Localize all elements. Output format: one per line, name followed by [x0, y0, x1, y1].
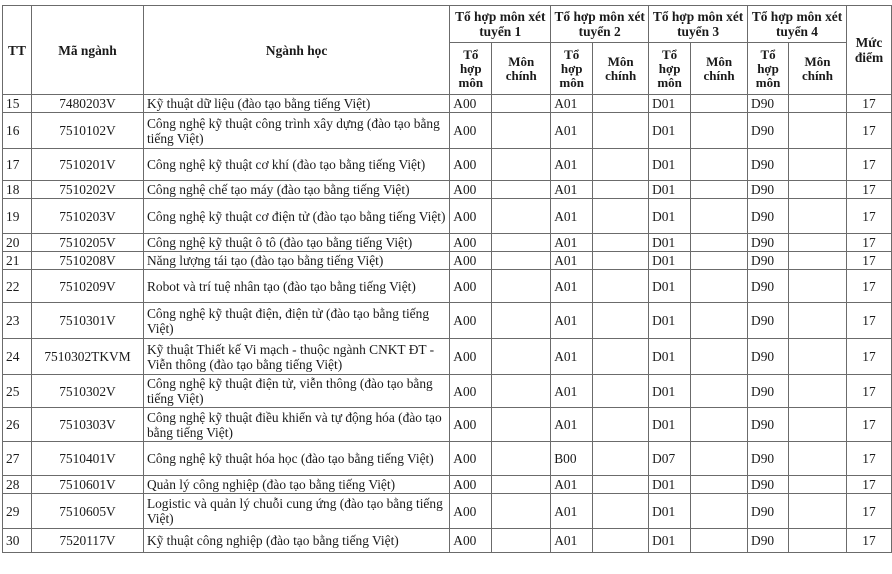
main-subject-3 — [691, 442, 748, 476]
major-code: 7510208V — [31, 252, 143, 270]
score: 17 — [846, 494, 891, 529]
subheader-combo-3: Tổ hợp môn — [649, 43, 691, 95]
major-code: 7510303V — [31, 408, 143, 442]
main-subject-4 — [789, 252, 847, 270]
combo-4: D90 — [748, 339, 789, 375]
main-subject-2 — [593, 270, 649, 303]
major-name: Công nghệ kỹ thuật cơ khí (đào tạo bằng tiếng Việt) — [143, 149, 449, 181]
row-number: 26 — [3, 408, 32, 442]
combo-3: D07 — [649, 442, 691, 476]
admission-table — [2, 5, 892, 553]
table-row — [3, 234, 892, 252]
main-subject-2 — [593, 252, 649, 270]
row-number: 28 — [3, 476, 32, 494]
combo-2: A01 — [551, 476, 593, 494]
combo-3: D01 — [649, 375, 691, 408]
major-name: Công nghệ kỹ thuật điều khiển và tự động hóa (đào tạo bằng tiếng Việt) — [143, 408, 449, 442]
combo-1: A00 — [450, 95, 492, 113]
combo-2: A01 — [551, 234, 593, 252]
combo-4: D90 — [748, 303, 789, 339]
major-code: 7510202V — [31, 181, 143, 199]
combo-2: A01 — [551, 181, 593, 199]
table-row — [3, 494, 892, 529]
main-subject-4 — [789, 270, 847, 303]
major-code: 7510302V — [31, 375, 143, 408]
main-subject-3 — [691, 252, 748, 270]
major-code: 7510605V — [31, 494, 143, 529]
table-row — [3, 199, 892, 234]
major-code: 7510205V — [31, 234, 143, 252]
main-subject-4 — [789, 149, 847, 181]
main-subject-4 — [789, 476, 847, 494]
subheader-combo-4: Tổ hợp môn — [748, 43, 789, 95]
major-code: 7510302TKVM — [31, 339, 143, 375]
major-name: Logistic và quản lý chuỗi cung ứng (đào tạo bằng tiếng Việt) — [143, 494, 449, 529]
main-subject-3 — [691, 529, 748, 553]
score: 17 — [846, 113, 891, 149]
row-number: 19 — [3, 199, 32, 234]
score: 17 — [846, 476, 891, 494]
main-subject-1 — [492, 199, 551, 234]
header-group-3: Tổ hợp môn xét tuyển 3 — [649, 6, 748, 43]
score: 17 — [846, 149, 891, 181]
row-number: 20 — [3, 234, 32, 252]
table-row — [3, 113, 892, 149]
table-row — [3, 476, 892, 494]
major-code: 7480203V — [31, 95, 143, 113]
main-subject-2 — [593, 303, 649, 339]
main-subject-2 — [593, 95, 649, 113]
header-major: Ngành học — [143, 6, 449, 95]
main-subject-1 — [492, 303, 551, 339]
major-name: Công nghệ kỹ thuật công trình xây dựng (đào tạo bằng tiếng Việt) — [143, 113, 449, 149]
main-subject-2 — [593, 494, 649, 529]
table-row — [3, 149, 892, 181]
header-score: Mức điểm — [846, 6, 891, 95]
combo-2: A01 — [551, 529, 593, 553]
subheader-combo-2: Tổ hợp môn — [551, 43, 593, 95]
main-subject-2 — [593, 113, 649, 149]
combo-2: A01 — [551, 95, 593, 113]
score: 17 — [846, 339, 891, 375]
combo-1: A00 — [450, 303, 492, 339]
combo-1: A00 — [450, 149, 492, 181]
table-row — [3, 339, 892, 375]
table-row — [3, 375, 892, 408]
main-subject-4 — [789, 303, 847, 339]
combo-3: D01 — [649, 149, 691, 181]
main-subject-2 — [593, 375, 649, 408]
major-name: Robot và trí tuệ nhân tạo (đào tạo bằng tiếng Việt) — [143, 270, 449, 303]
main-subject-2 — [593, 529, 649, 553]
main-subject-4 — [789, 442, 847, 476]
major-code: 7510601V — [31, 476, 143, 494]
major-name: Công nghệ kỹ thuật điện, điện tử (đào tạo bằng tiếng Việt) — [143, 303, 449, 339]
combo-1: A00 — [450, 270, 492, 303]
combo-1: A00 — [450, 113, 492, 149]
main-subject-4 — [789, 113, 847, 149]
main-subject-1 — [492, 95, 551, 113]
main-subject-2 — [593, 339, 649, 375]
main-subject-2 — [593, 442, 649, 476]
major-code: 7510102V — [31, 113, 143, 149]
main-subject-3 — [691, 476, 748, 494]
combo-2: A01 — [551, 375, 593, 408]
major-name: Quản lý công nghiệp (đào tạo bằng tiếng Việt) — [143, 476, 449, 494]
combo-2: A01 — [551, 113, 593, 149]
subheader-combo-1: Tổ hợp môn — [450, 43, 492, 95]
combo-3: D01 — [649, 529, 691, 553]
score: 17 — [846, 181, 891, 199]
combo-2: A01 — [551, 303, 593, 339]
main-subject-3 — [691, 270, 748, 303]
main-subject-4 — [789, 529, 847, 553]
score: 17 — [846, 529, 891, 553]
main-subject-2 — [593, 181, 649, 199]
main-subject-3 — [691, 303, 748, 339]
row-number: 16 — [3, 113, 32, 149]
main-subject-1 — [492, 234, 551, 252]
combo-2: A01 — [551, 199, 593, 234]
combo-4: D90 — [748, 476, 789, 494]
subheader-main-2: Môn chính — [593, 43, 649, 95]
main-subject-4 — [789, 339, 847, 375]
combo-1: A00 — [450, 234, 492, 252]
major-code: 7520117V — [31, 529, 143, 553]
score: 17 — [846, 199, 891, 234]
main-subject-1 — [492, 181, 551, 199]
combo-4: D90 — [748, 234, 789, 252]
combo-1: A00 — [450, 442, 492, 476]
combo-3: D01 — [649, 408, 691, 442]
combo-4: D90 — [748, 149, 789, 181]
combo-2: A01 — [551, 408, 593, 442]
table-row — [3, 181, 892, 199]
main-subject-1 — [492, 113, 551, 149]
main-subject-3 — [691, 494, 748, 529]
combo-3: D01 — [649, 270, 691, 303]
main-subject-4 — [789, 199, 847, 234]
combo-4: D90 — [748, 494, 789, 529]
combo-4: D90 — [748, 199, 789, 234]
combo-2: A01 — [551, 270, 593, 303]
major-name: Kỹ thuật dữ liệu (đào tạo bằng tiếng Việt) — [143, 95, 449, 113]
combo-1: A00 — [450, 494, 492, 529]
main-subject-3 — [691, 234, 748, 252]
subheader-main-3: Môn chính — [691, 43, 748, 95]
major-name: Công nghệ kỹ thuật cơ điện tử (đào tạo bằng tiếng Việt) — [143, 199, 449, 234]
header-tt: TT — [3, 6, 32, 95]
main-subject-2 — [593, 149, 649, 181]
major-name: Công nghệ chế tạo máy (đào tạo bằng tiếng Việt) — [143, 181, 449, 199]
main-subject-3 — [691, 375, 748, 408]
combo-4: D90 — [748, 95, 789, 113]
major-name: Công nghệ kỹ thuật ô tô (đào tạo bằng tiếng Việt) — [143, 234, 449, 252]
combo-2: A01 — [551, 339, 593, 375]
header-group-2: Tổ hợp môn xét tuyển 2 — [551, 6, 649, 43]
main-subject-3 — [691, 408, 748, 442]
combo-4: D90 — [748, 113, 789, 149]
main-subject-3 — [691, 199, 748, 234]
main-subject-4 — [789, 234, 847, 252]
main-subject-3 — [691, 113, 748, 149]
main-subject-2 — [593, 234, 649, 252]
main-subject-3 — [691, 149, 748, 181]
main-subject-1 — [492, 476, 551, 494]
header-code: Mã ngành — [31, 6, 143, 95]
main-subject-4 — [789, 494, 847, 529]
score: 17 — [846, 95, 891, 113]
main-subject-1 — [492, 270, 551, 303]
major-code: 7510201V — [31, 149, 143, 181]
combo-4: D90 — [748, 408, 789, 442]
main-subject-4 — [789, 95, 847, 113]
main-subject-1 — [492, 252, 551, 270]
row-number: 23 — [3, 303, 32, 339]
combo-3: D01 — [649, 95, 691, 113]
main-subject-4 — [789, 408, 847, 442]
major-name: Công nghệ kỹ thuật điện tử, viễn thông (đào tạo bằng tiếng Việt) — [143, 375, 449, 408]
combo-1: A00 — [450, 181, 492, 199]
combo-4: D90 — [748, 270, 789, 303]
score: 17 — [846, 442, 891, 476]
main-subject-1 — [492, 442, 551, 476]
combo-1: A00 — [450, 408, 492, 442]
row-number: 29 — [3, 494, 32, 529]
main-subject-1 — [492, 408, 551, 442]
main-subject-2 — [593, 199, 649, 234]
row-number: 30 — [3, 529, 32, 553]
major-code: 7510301V — [31, 303, 143, 339]
subheader-main-4: Môn chính — [789, 43, 847, 95]
row-number: 21 — [3, 252, 32, 270]
table-row — [3, 303, 892, 339]
header-group-4: Tổ hợp môn xét tuyển 4 — [748, 6, 847, 43]
combo-1: A00 — [450, 529, 492, 553]
combo-3: D01 — [649, 181, 691, 199]
table-row — [3, 529, 892, 553]
major-name: Kỹ thuật Thiết kế Vi mạch - thuộc ngành CNKT ĐT - Viễn thông (đào tạo bằng tiếng Việt) — [143, 339, 449, 375]
row-number: 22 — [3, 270, 32, 303]
main-subject-3 — [691, 181, 748, 199]
combo-4: D90 — [748, 181, 789, 199]
main-subject-1 — [492, 375, 551, 408]
combo-3: D01 — [649, 339, 691, 375]
major-name: Kỹ thuật công nghiệp (đào tạo bằng tiếng Việt) — [143, 529, 449, 553]
main-subject-2 — [593, 408, 649, 442]
major-name: Năng lượng tái tạo (đào tạo bằng tiếng Việt) — [143, 252, 449, 270]
row-number: 18 — [3, 181, 32, 199]
row-number: 15 — [3, 95, 32, 113]
main-subject-4 — [789, 375, 847, 408]
major-code: 7510203V — [31, 199, 143, 234]
combo-4: D90 — [748, 375, 789, 408]
main-subject-1 — [492, 339, 551, 375]
major-code: 7510209V — [31, 270, 143, 303]
header-group-1: Tổ hợp môn xét tuyển 1 — [450, 6, 551, 43]
score: 17 — [846, 270, 891, 303]
combo-1: A00 — [450, 252, 492, 270]
row-number: 27 — [3, 442, 32, 476]
row-number: 24 — [3, 339, 32, 375]
combo-2: B00 — [551, 442, 593, 476]
main-subject-1 — [492, 529, 551, 553]
combo-1: A00 — [450, 339, 492, 375]
combo-1: A00 — [450, 375, 492, 408]
table-row — [3, 408, 892, 442]
score: 17 — [846, 252, 891, 270]
score: 17 — [846, 234, 891, 252]
main-subject-4 — [789, 181, 847, 199]
combo-3: D01 — [649, 113, 691, 149]
score: 17 — [846, 303, 891, 339]
combo-2: A01 — [551, 252, 593, 270]
combo-4: D90 — [748, 442, 789, 476]
combo-3: D01 — [649, 199, 691, 234]
combo-2: A01 — [551, 494, 593, 529]
subheader-main-1: Môn chính — [492, 43, 551, 95]
combo-3: D01 — [649, 476, 691, 494]
table-row — [3, 442, 892, 476]
table-row — [3, 252, 892, 270]
main-subject-3 — [691, 95, 748, 113]
combo-3: D01 — [649, 303, 691, 339]
main-subject-1 — [492, 494, 551, 529]
major-code: 7510401V — [31, 442, 143, 476]
combo-3: D01 — [649, 252, 691, 270]
combo-3: D01 — [649, 234, 691, 252]
table-row — [3, 270, 892, 303]
combo-1: A00 — [450, 476, 492, 494]
major-name: Công nghệ kỹ thuật hóa học (đào tạo bằng tiếng Việt) — [143, 442, 449, 476]
combo-2: A01 — [551, 149, 593, 181]
combo-4: D90 — [748, 529, 789, 553]
row-number: 25 — [3, 375, 32, 408]
score: 17 — [846, 408, 891, 442]
combo-4: D90 — [748, 252, 789, 270]
main-subject-1 — [492, 149, 551, 181]
main-subject-2 — [593, 476, 649, 494]
row-number: 17 — [3, 149, 32, 181]
combo-3: D01 — [649, 494, 691, 529]
combo-1: A00 — [450, 199, 492, 234]
table-row — [3, 95, 892, 113]
main-subject-3 — [691, 339, 748, 375]
score: 17 — [846, 375, 891, 408]
